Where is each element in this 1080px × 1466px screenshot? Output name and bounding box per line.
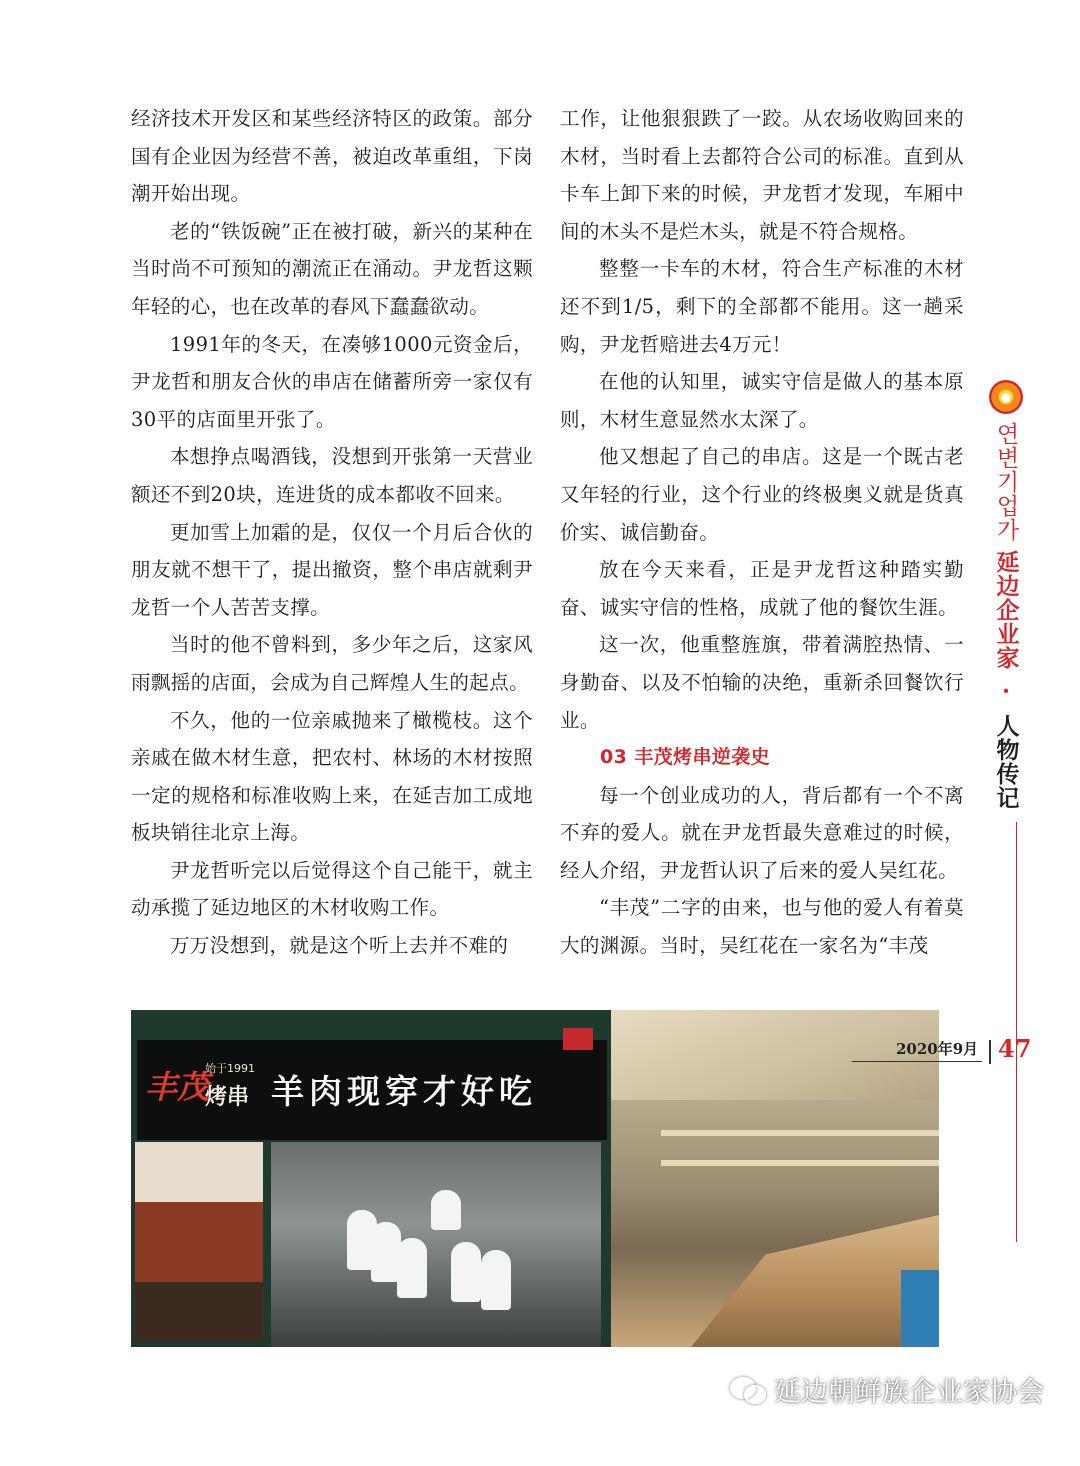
photo-chef <box>397 1238 427 1298</box>
paragraph: 当时的他不曾料到，多少年之后，这家风雨飘摇的店面，会成为自己辉煌人生的起点。 <box>131 633 533 694</box>
photo-meat-display <box>135 1142 263 1342</box>
photo-brand-kebab: 烤串 <box>205 1085 250 1110</box>
wechat-icon <box>730 1375 766 1405</box>
paragraph: 经济技术开发区和某些经济特区的政策。部分国有企业因为经营不善，被迫改革重组，下岗潮开始出现。 <box>131 107 533 206</box>
side-label <box>984 380 1028 810</box>
side-korean-title: 연변기업가 <box>992 422 1019 542</box>
page-number: 47 <box>998 1034 1032 1063</box>
left-column <box>131 100 533 965</box>
paragraph: 老的“铁饭碗”正在被打破，新兴的某种在当时尚不可预知的潮流正在涌动。尹龙哲这颗年轻的心，也在改革的春风下蠢蠢欲动。 <box>131 219 533 318</box>
photo-brand-logo: 丰茂 <box>145 1068 210 1106</box>
photo-chef <box>431 1190 461 1230</box>
paragraph: 这一次，他重整旌旗，带着满腔热情、一身勤奋、以及不怕输的决绝，重新杀回餐饮行业。 <box>560 633 964 732</box>
paragraph: 每一个创业成功的人，背后都有一个不离不弃的爱人。就在尹龙哲最失意难过的时候，经人介绍，尹龙哲认识了后来的爱人吴红花。 <box>560 783 964 882</box>
photo-brand-since: 始于1991 <box>205 1062 255 1075</box>
paragraph: 不久，他的一位亲戚抛来了橄榄枝。这个亲戚在做木材生意，把农村、林场的木材按照一定的规格和标准收购上来，在延吉加工成地板块销往北京上海。 <box>131 708 533 845</box>
photo-pool <box>901 1270 939 1347</box>
magazine-logo-icon: ● <box>989 380 1023 414</box>
paragraph: 他又想起了自己的串店。这是一个既古老又年轻的行业，这个行业的终极奥义就是货真价实、诚信勤奋。 <box>560 445 964 544</box>
paragraph: 万万没想到，就是这个听上去并不难的 <box>170 934 509 958</box>
paragraph: 放在今天来看，正是尹龙哲这种踏实勤奋、诚实守信的性格，成就了他的餐饮生涯。 <box>560 558 964 619</box>
photo-kitchen-window <box>271 1142 601 1347</box>
watermark-text: 延边朝鲜族企业家协会 <box>774 1377 1044 1408</box>
paragraph: 尹龙哲听完以后觉得这个自己能干，就主动承揽了延边地区的木材收购工作。 <box>131 858 533 920</box>
issue-date: 2020年9月 <box>896 1040 979 1058</box>
watermark <box>730 1370 1044 1409</box>
paragraph: 在他的认知里，诚实守信是做人的基本原则，木材生意显然水太深了。 <box>560 370 964 431</box>
side-chinese-title: 延边企业家 <box>992 550 1019 670</box>
paragraph: 本想挣点喝酒钱，没想到开张第一天营业额还不到20块，连进货的成本都收不回来。 <box>131 445 533 506</box>
restaurant-photo <box>131 1010 939 1347</box>
paragraph: 整整一卡车的木材，符合生产标准的木材还不到1/5，剩下的全部都不能用。这一趟采购，尹龙哲赔进去4万元！ <box>560 257 964 356</box>
photo-shelf <box>661 1130 939 1136</box>
paragraph: 更加雪上加霜的是，仅仅一个月后合伙的朋友就不想干了，提出撤资，整个串店就剩尹龙哲一个人苦苦支撑。 <box>131 520 533 619</box>
photo-red-tag <box>563 1028 593 1050</box>
right-column <box>560 100 964 965</box>
paragraph: “丰茂”二字的由来，也与他的爱人有着莫大的渊源。当时，吴红花在一家名为“丰茂 <box>560 896 964 958</box>
photo-slogan: 羊肉现穿才好吃 <box>271 1072 537 1111</box>
section-heading: 03 丰茂烤串逆袭史 <box>600 746 771 769</box>
photo-chef <box>481 1250 511 1310</box>
photo-chef <box>451 1242 481 1302</box>
paragraph: 1991年的冬天，在凑够1000元资金后，尹龙哲和朋友合伙的串店在储蓄所旁一家仅有30平的店面里开张了。 <box>131 332 533 431</box>
side-rule <box>1016 822 1017 1242</box>
paragraph: 工作，让他狠狠跌了一跤。从农场收购回来的木材，当时看上去都符合公司的标准。直到从卡车上卸下来的时候，尹龙哲才发现，车厢中间的木头不是烂木头，就是不符合规格。 <box>560 107 964 243</box>
photo-shelf <box>661 1160 939 1166</box>
footer-divider <box>989 1040 991 1064</box>
side-section-name: 人物传记 <box>992 714 1019 810</box>
footer-rule <box>852 1061 982 1062</box>
side-separator: · <box>992 678 1020 706</box>
